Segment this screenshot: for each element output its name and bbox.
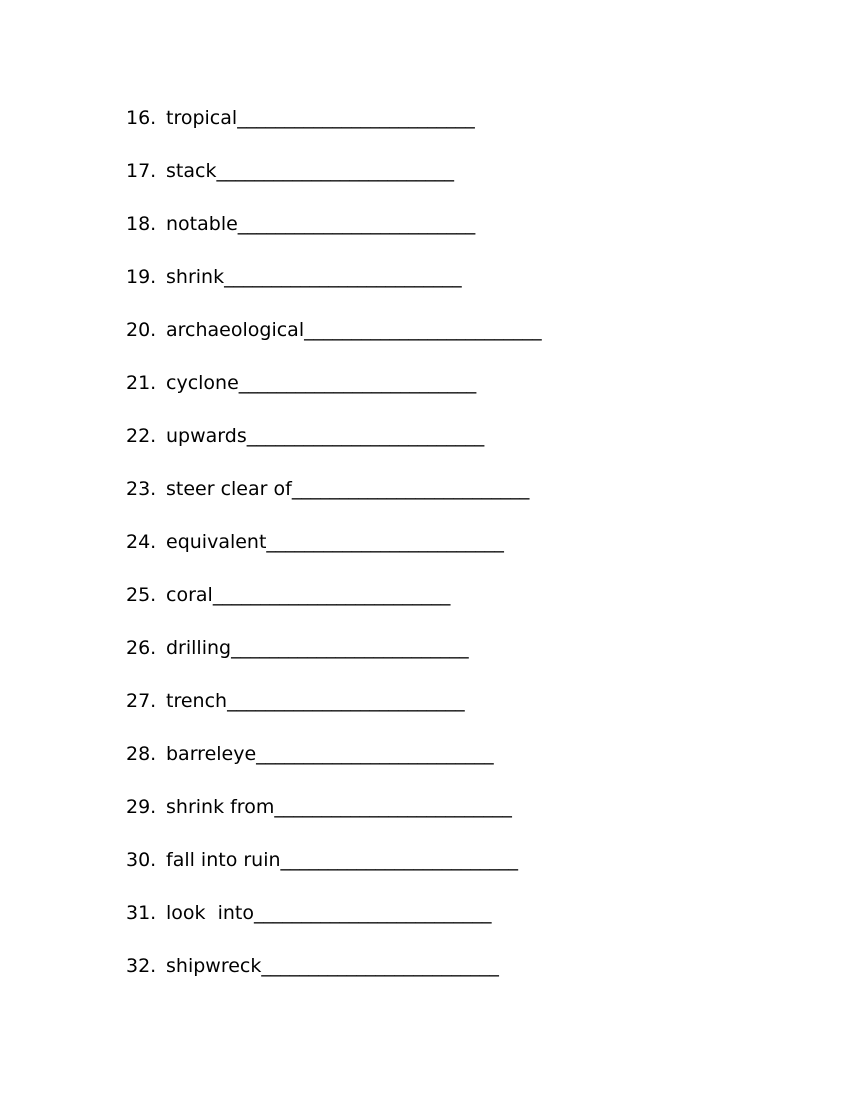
item-word: trench [166,690,228,712]
answer-blank: _________________________ [216,160,454,182]
item-word: equivalent [166,531,267,553]
item-word: fall into ruin [166,849,281,871]
item-word: shipwreck [166,955,262,977]
answer-blank: _________________________ [227,690,465,712]
item-number: 24. [126,531,157,553]
item-word: steer clear of [166,478,292,500]
item-word: look into [166,902,255,924]
item-word: shrink [166,266,225,288]
list-item [126,158,542,211]
answer-blank: _________________________ [304,319,542,341]
list-item [126,741,542,794]
answer-blank: _________________________ [246,425,485,447]
item-word: coral [166,584,213,606]
list-item [126,476,542,529]
answer-blank: _________________________ [231,637,469,659]
list-item [126,847,542,900]
answer-blank: _________________________ [237,213,476,235]
item-number: 31. [126,902,157,924]
list-item [126,211,542,264]
list-item [126,317,542,370]
item-word: barreleye [166,743,257,765]
answer-blank: _________________________ [237,107,475,129]
item-word: tropical [166,107,238,129]
item-word: shrink from [166,796,275,818]
list-item [126,105,542,158]
list-item [126,794,542,847]
answer-blank: _________________________ [224,266,462,288]
list-item [126,423,542,476]
answer-blank: _________________________ [212,584,451,606]
list-item [126,688,542,741]
item-number: 25. [126,584,157,606]
item-number: 16. [126,107,157,129]
list-item [126,582,542,635]
item-number: 20. [126,319,157,341]
item-number: 22. [126,425,157,447]
item-number: 17. [126,160,157,182]
answer-blank: _________________________ [280,849,519,871]
answer-blank: _________________________ [238,372,477,394]
item-number: 32. [126,955,157,977]
item-number: 26. [126,637,157,659]
item-number: 29. [126,796,157,818]
item-word: notable [166,213,238,235]
item-number: 30. [126,849,157,871]
list-item [126,900,542,953]
answer-blank: _________________________ [291,478,530,500]
item-number: 21. [126,372,157,394]
item-number: 28. [126,743,157,765]
list-item [126,264,542,317]
item-number: 19. [126,266,157,288]
vocabulary-list [126,105,542,1006]
answer-blank: _________________________ [256,743,494,765]
item-number: 27. [126,690,157,712]
answer-blank: _________________________ [274,796,512,818]
answer-blank: _________________________ [266,531,504,553]
answer-blank: _________________________ [261,955,499,977]
list-item [126,635,542,688]
list-item [126,370,542,423]
item-word: stack [166,160,217,182]
item-word: upwards [166,425,247,447]
item-word: drilling [166,637,232,659]
item-number: 23. [126,478,157,500]
item-word: archaeological [166,319,305,341]
item-word: cyclone [166,372,239,394]
list-item [126,953,542,1006]
answer-blank: _________________________ [254,902,492,924]
list-item [126,529,542,582]
item-number: 18. [126,213,157,235]
